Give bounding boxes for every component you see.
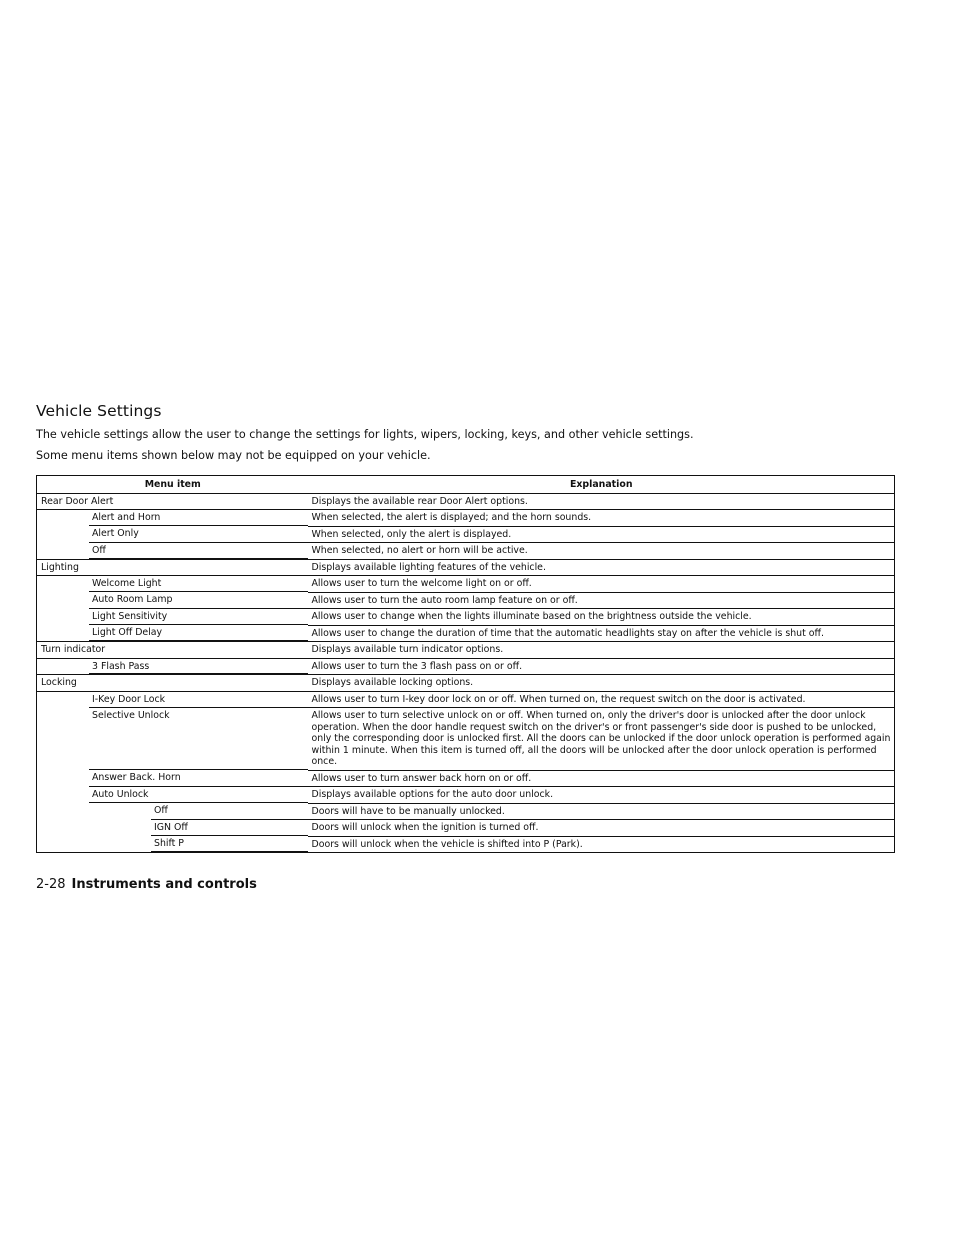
explanation-cell: When selected, no alert or horn will be active. (308, 543, 895, 560)
explanation-cell: Doors will unlock when the vehicle is shifted into P (Park). (308, 836, 895, 853)
menu-item-cell: 3 Flash Pass (37, 658, 308, 675)
explanation-cell: Allows user to change the duration of time that the automatic headlights stay on after the vehicle is shut off. (308, 625, 895, 642)
note-paragraph: Some menu items shown below may not be equipped on your vehicle. (36, 449, 431, 462)
section-heading: Vehicle Settings (36, 402, 162, 420)
table-row (37, 658, 895, 675)
explanation-cell: Allows user to change when the lights illuminate based on the brightness outside the vehicle. (308, 609, 895, 626)
table-row (37, 510, 895, 527)
table-row (37, 576, 895, 593)
menu-item-cell: IGN Off (37, 820, 308, 837)
menu-item-cell: Auto Room Lamp (37, 592, 308, 609)
explanation-cell: Allows user to turn answer back horn on or off. (308, 770, 895, 787)
explanation-cell: Allows user to turn the auto room lamp feature on or off. (308, 592, 895, 609)
menu-item-cell: Alert Only (37, 526, 308, 543)
explanation-cell: Allows user to turn I-key door lock on or off. When turned on, the request switch on the door is activated. (308, 691, 895, 708)
explanation-cell: Allows user to turn the welcome light on or off. (308, 576, 895, 593)
menu-item-cell: Shift P (37, 836, 308, 853)
explanation-cell: Doors will have to be manually unlocked. (308, 803, 895, 820)
explanation-cell: Displays available turn indicator options. (308, 642, 895, 659)
table-row (37, 787, 895, 804)
table-row (37, 642, 895, 659)
menu-item-cell: Selective Unlock (37, 708, 308, 771)
explanation-cell: Displays the available rear Door Alert options. (308, 493, 895, 510)
menu-item-cell: Auto Unlock (37, 787, 308, 804)
table-row (37, 708, 895, 771)
table-row (37, 543, 895, 560)
table-row (37, 559, 895, 576)
explanation-cell: When selected, the alert is displayed; and the horn sounds. (308, 510, 895, 527)
header-menu-item: Menu item (37, 476, 308, 494)
intro-paragraph: The vehicle settings allow the user to change the settings for lights, wipers, locking, keys, and other vehicle settings. (36, 428, 694, 441)
menu-item-cell: Off (37, 543, 308, 560)
explanation-cell: Displays available options for the auto door unlock. (308, 787, 895, 804)
menu-item-cell: Turn indicator (37, 642, 308, 659)
explanation-cell: When selected, only the alert is displayed. (308, 526, 895, 543)
table-row (37, 625, 895, 642)
table-row (37, 836, 895, 853)
menu-item-cell: I-Key Door Lock (37, 691, 308, 708)
table-row (37, 592, 895, 609)
menu-item-cell: Off (37, 803, 308, 820)
table-row (37, 820, 895, 837)
table-row (37, 526, 895, 543)
menu-item-cell: Lighting (37, 559, 308, 576)
table-row (37, 770, 895, 787)
menu-item-cell: Welcome Light (37, 576, 308, 593)
explanation-cell: Displays available lighting features of the vehicle. (308, 559, 895, 576)
menu-item-cell: Alert and Horn (37, 510, 308, 527)
table-row (37, 803, 895, 820)
header-explanation: Explanation (308, 476, 895, 494)
vehicle-settings-table (36, 475, 895, 853)
page-footer (36, 877, 257, 892)
menu-item-cell: Light Off Delay (37, 625, 308, 642)
menu-item-cell: Light Sensitivity (37, 609, 308, 626)
menu-item-cell: Rear Door Alert (37, 493, 308, 510)
table-row (37, 609, 895, 626)
explanation-cell: Doors will unlock when the ignition is turned off. (308, 820, 895, 837)
explanation-cell: Allows user to turn selective unlock on or off. When turned on, only the driver's door is unlocked after the door unlock operation. When the door handle request switch on the driver's or front passenger's side door is pushed to be unlocked, only the corresponding door is unlocked first. All the doors can be unlocked if the door unlock operation is performed again within 1 minute. When this item is turned off, all the doors will be unlocked after the door unlock operation is performed once. (308, 708, 895, 771)
explanation-cell: Allows user to turn the 3 flash pass on or off. (308, 658, 895, 675)
menu-item-cell: Answer Back. Horn (37, 770, 308, 787)
table-row (37, 675, 895, 692)
explanation-cell: Displays available locking options. (308, 675, 895, 692)
table-row (37, 691, 895, 708)
page-number: 2-28 (36, 877, 66, 892)
table-header-row (37, 476, 895, 494)
table-row (37, 493, 895, 510)
menu-item-cell: Locking (37, 675, 308, 692)
section-name: Instruments and controls (71, 877, 257, 892)
